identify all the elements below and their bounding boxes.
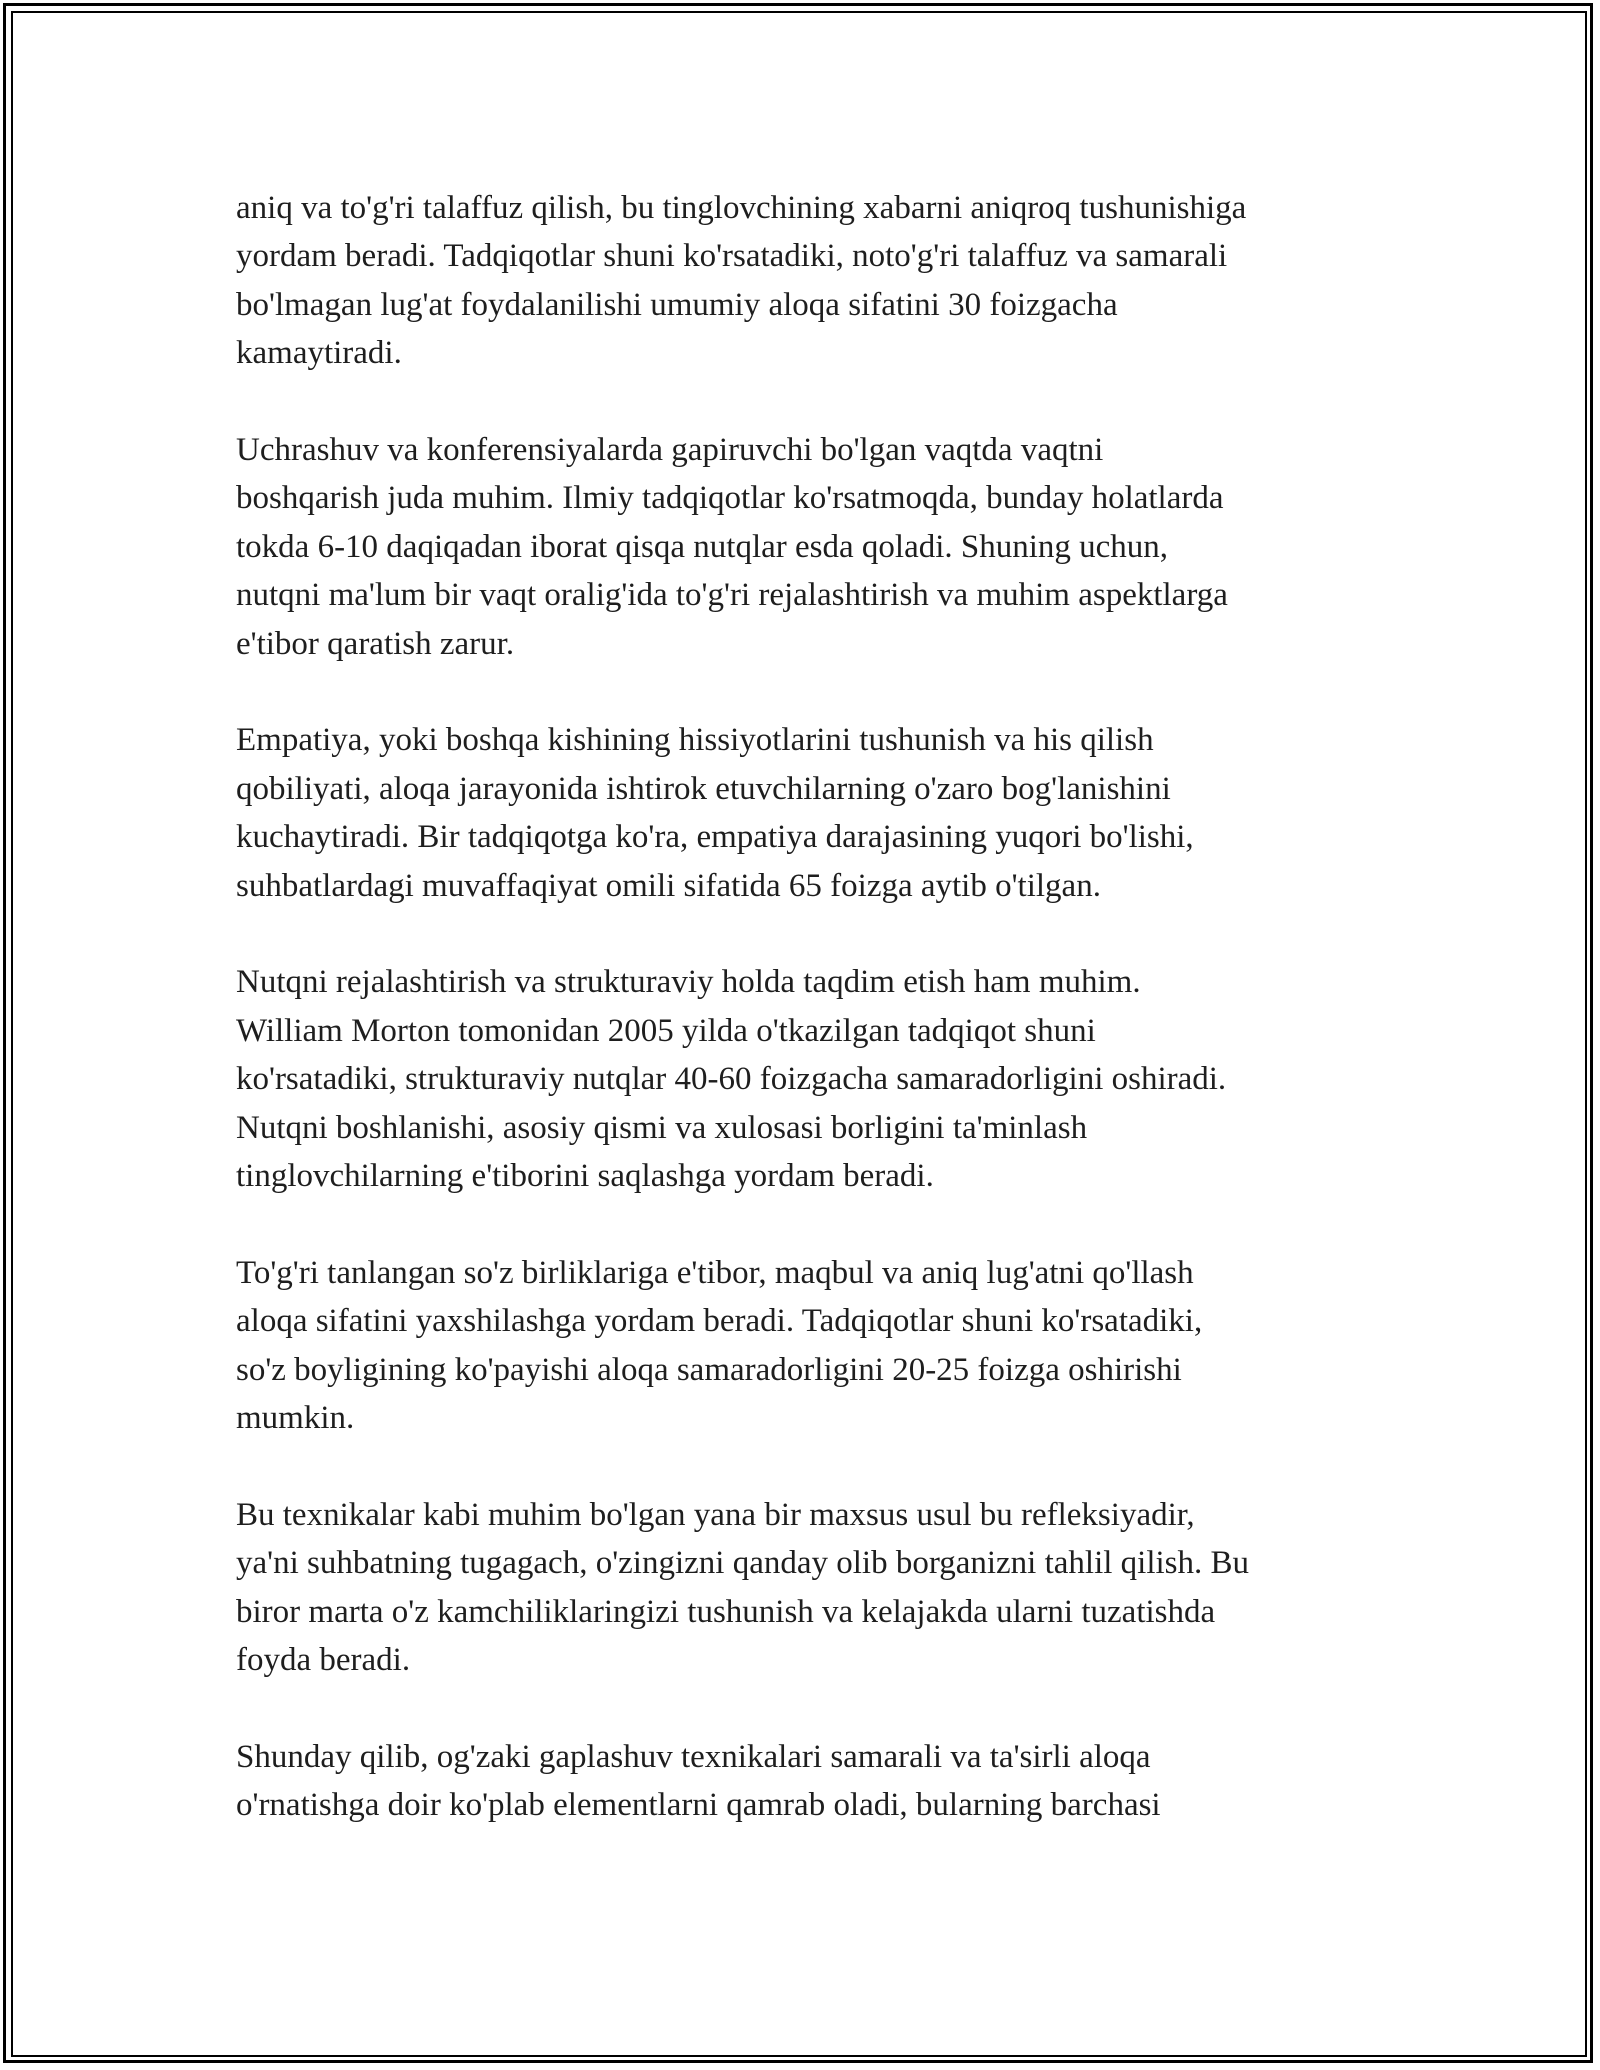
- paragraph: Nutqni rejalashtirish va strukturaviy holda taqdim etish ham muhim. William Morton tomonidan 2005 yilda o'tkazilgan tadqiqot shuni ko'rsatadiki, strukturaviy nutqlar 40-60 foizgacha samaradorligini oshiradi. Nutqni boshlanishi, asosiy qismi va xulosasi borligini ta'minlash tinglovchilarning e'tiborini saqlashga yordam beradi.: [236, 964, 1227, 1195]
- paragraph: Empatiya, yoki boshqa kishining hissiyotlarini tushunish va his qilish qobiliyati, aloqa jarayonida ishtirok etuvchilarning o'zaro bog'lanishini kuchaytiradi. Bir tadqiqotga ko'ra, empatiya darajasining yuqori bo'lishi, suhbatlardagi muvaffaqiyat omili sifatida 65 foizga aytib o'tilgan.: [236, 722, 1194, 904]
- paragraph: Uchrashuv va konferensiyalarda gapiruvchi bo'lgan vaqtda vaqtni boshqarish juda muhim. Ilmiy tadqiqotlar ko'rsatmoqda, bunday holatlarda tokda 6-10 daqiqadan iborat qisqa nutqlar esda qoladi. Shuning uchun, nutqni ma'lum bir vaqt oralig'ida to'g'ri rejalashtirish va muhim aspektlarga e'tibor qaratish zarur.: [236, 432, 1228, 662]
- paragraph: Bu texnikalar kabi muhim bo'lgan yana bir maxsus usul bu refleksiyadir, ya'ni suhbatning tugagach, o'zingizni qanday olib borganizni tahlil qilish. Bu biror marta o'z kamchiliklaringizi tushunish va kelajakda ularni tuzatishda foyda beradi.: [236, 1496, 1250, 1679]
- paragraph: aniq va to'g'ri talaffuz qilish, bu tinglovchining xabarni aniqroq tushunishiga yordam beradi. Tadqiqotlar shuni ko'rsatadiki, noto'g'ri talaffuz va samarali bo'lmagan lug'at foydalanilishi umumiy aloqa sifatini 30 foizgacha kamaytiradi.: [236, 190, 1247, 372]
- paragraph: To'g'ri tanlangan so'z birliklariga e'tibor, maqbul va aniq lug'atni qo'llash aloqa sifatini yaxshilashga yordam beradi. Tadqiqotlar shuni ko'rsatadiki, so'z boyligining ko'payishi aloqa samaradorligini 20-25 foizga oshirishi mumkin.: [236, 1254, 1203, 1437]
- document-body: [236, 184, 1406, 1830]
- paragraph: Shunday qilib, og'zaki gaplashuv texnikalari samarali va ta'sirli aloqa o'rnatishga doir ko'plab elementlarni qamrab oladi, bularning barchasi: [236, 1738, 1161, 1824]
